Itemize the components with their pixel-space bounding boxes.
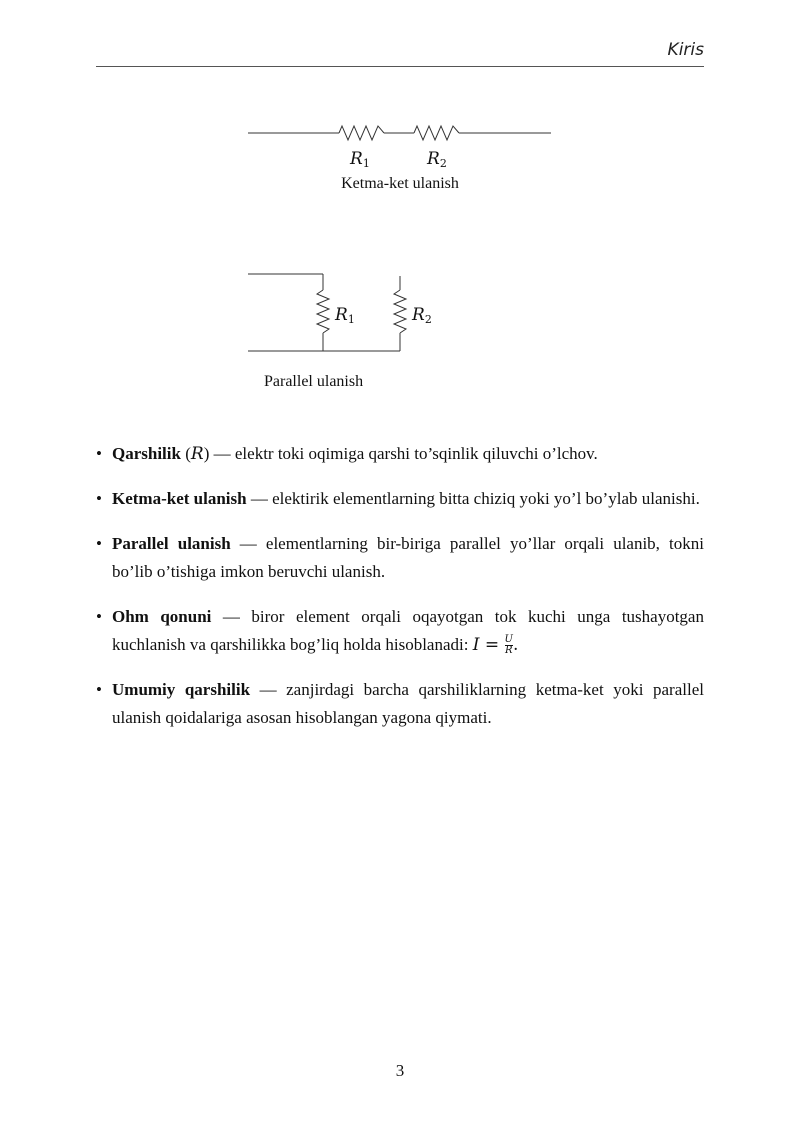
definition-item-parallel: [96, 530, 704, 586]
bullet: •: [96, 534, 102, 553]
running-header-title: Kiris: [667, 40, 704, 60]
parallel-circuit-diagram: [0, 0, 800, 400]
bullet: •: [96, 489, 102, 508]
definition-text: — biror element orqali oqayotgan tok kuchi unga tushayotgan kuchlanish va qarshilikka bog’liq holda hisoblanadi:: [112, 607, 704, 654]
series-r2-symbol: R: [427, 149, 440, 169]
formula-equals: =: [479, 635, 505, 655]
bullet: •: [96, 607, 102, 626]
formula-period: .: [512, 635, 519, 655]
resistance-symbol: R: [190, 444, 204, 464]
parallel-r1-subscript: 1: [347, 313, 355, 326]
parallel-caption: Parallel ulanish: [264, 373, 364, 390]
definition-item-total-resistance: [96, 676, 704, 732]
parallel-r2-symbol: R: [412, 305, 425, 325]
definition-item-ohms-law: [96, 603, 704, 659]
formula-numerator: U: [504, 634, 513, 645]
ohms-law-formula: [473, 631, 519, 659]
page-number: 3: [395, 1061, 405, 1080]
series-caption: Ketma-ket ulanish: [341, 175, 459, 192]
definition-term: Qarshilik: [112, 444, 181, 463]
series-r1-symbol: R: [350, 149, 363, 169]
definition-term: Umumiy qarshilik: [112, 680, 251, 699]
bullet: •: [96, 680, 102, 699]
symbol-close-paren: ): [203, 444, 210, 463]
bullet: •: [96, 444, 102, 463]
parallel-resistor-r1: [317, 290, 329, 333]
definition-text: — elementlarning bir-biriga parallel yo’llar orqali ulanib, tokni bo’lib o’tishiga imkon beruvchi ulanish.: [112, 534, 704, 581]
series-r2-subscript: 2: [439, 157, 447, 170]
definition-text: — elektirik elementlarning bitta chiziq yoki yo’l bo’ylab ulanishi.: [246, 489, 700, 508]
definition-text: — elektr toki oqimiga qarshi to’sqinlik qiluvchi o’lchov.: [209, 444, 598, 463]
symbol-open-paren: (: [180, 444, 191, 463]
definition-term: Ohm qonuni: [112, 607, 212, 626]
definition-item-resistance: [96, 440, 704, 468]
definition-item-series: [96, 485, 704, 513]
definitions-list: [96, 440, 704, 749]
formula-denominator: R: [504, 645, 513, 656]
definition-text: — zanjirdagi barcha qarshiliklarning ketma-ket yoki parallel ulanish qoidalariga asosan hisoblangan yagona qiymati.: [112, 680, 704, 727]
parallel-r1-label: [334, 305, 355, 326]
parallel-r1-symbol: R: [335, 305, 348, 325]
parallel-r2-label: [411, 305, 432, 326]
series-r1-subscript: 1: [362, 157, 370, 170]
formula-fraction: [505, 635, 513, 656]
parallel-resistor-r2: [394, 290, 406, 333]
formula-lhs: I: [472, 635, 480, 655]
definition-term: Ketma-ket ulanish: [112, 489, 247, 508]
definition-term: Parallel ulanish: [112, 534, 231, 553]
parallel-r2-subscript: 2: [424, 313, 432, 326]
